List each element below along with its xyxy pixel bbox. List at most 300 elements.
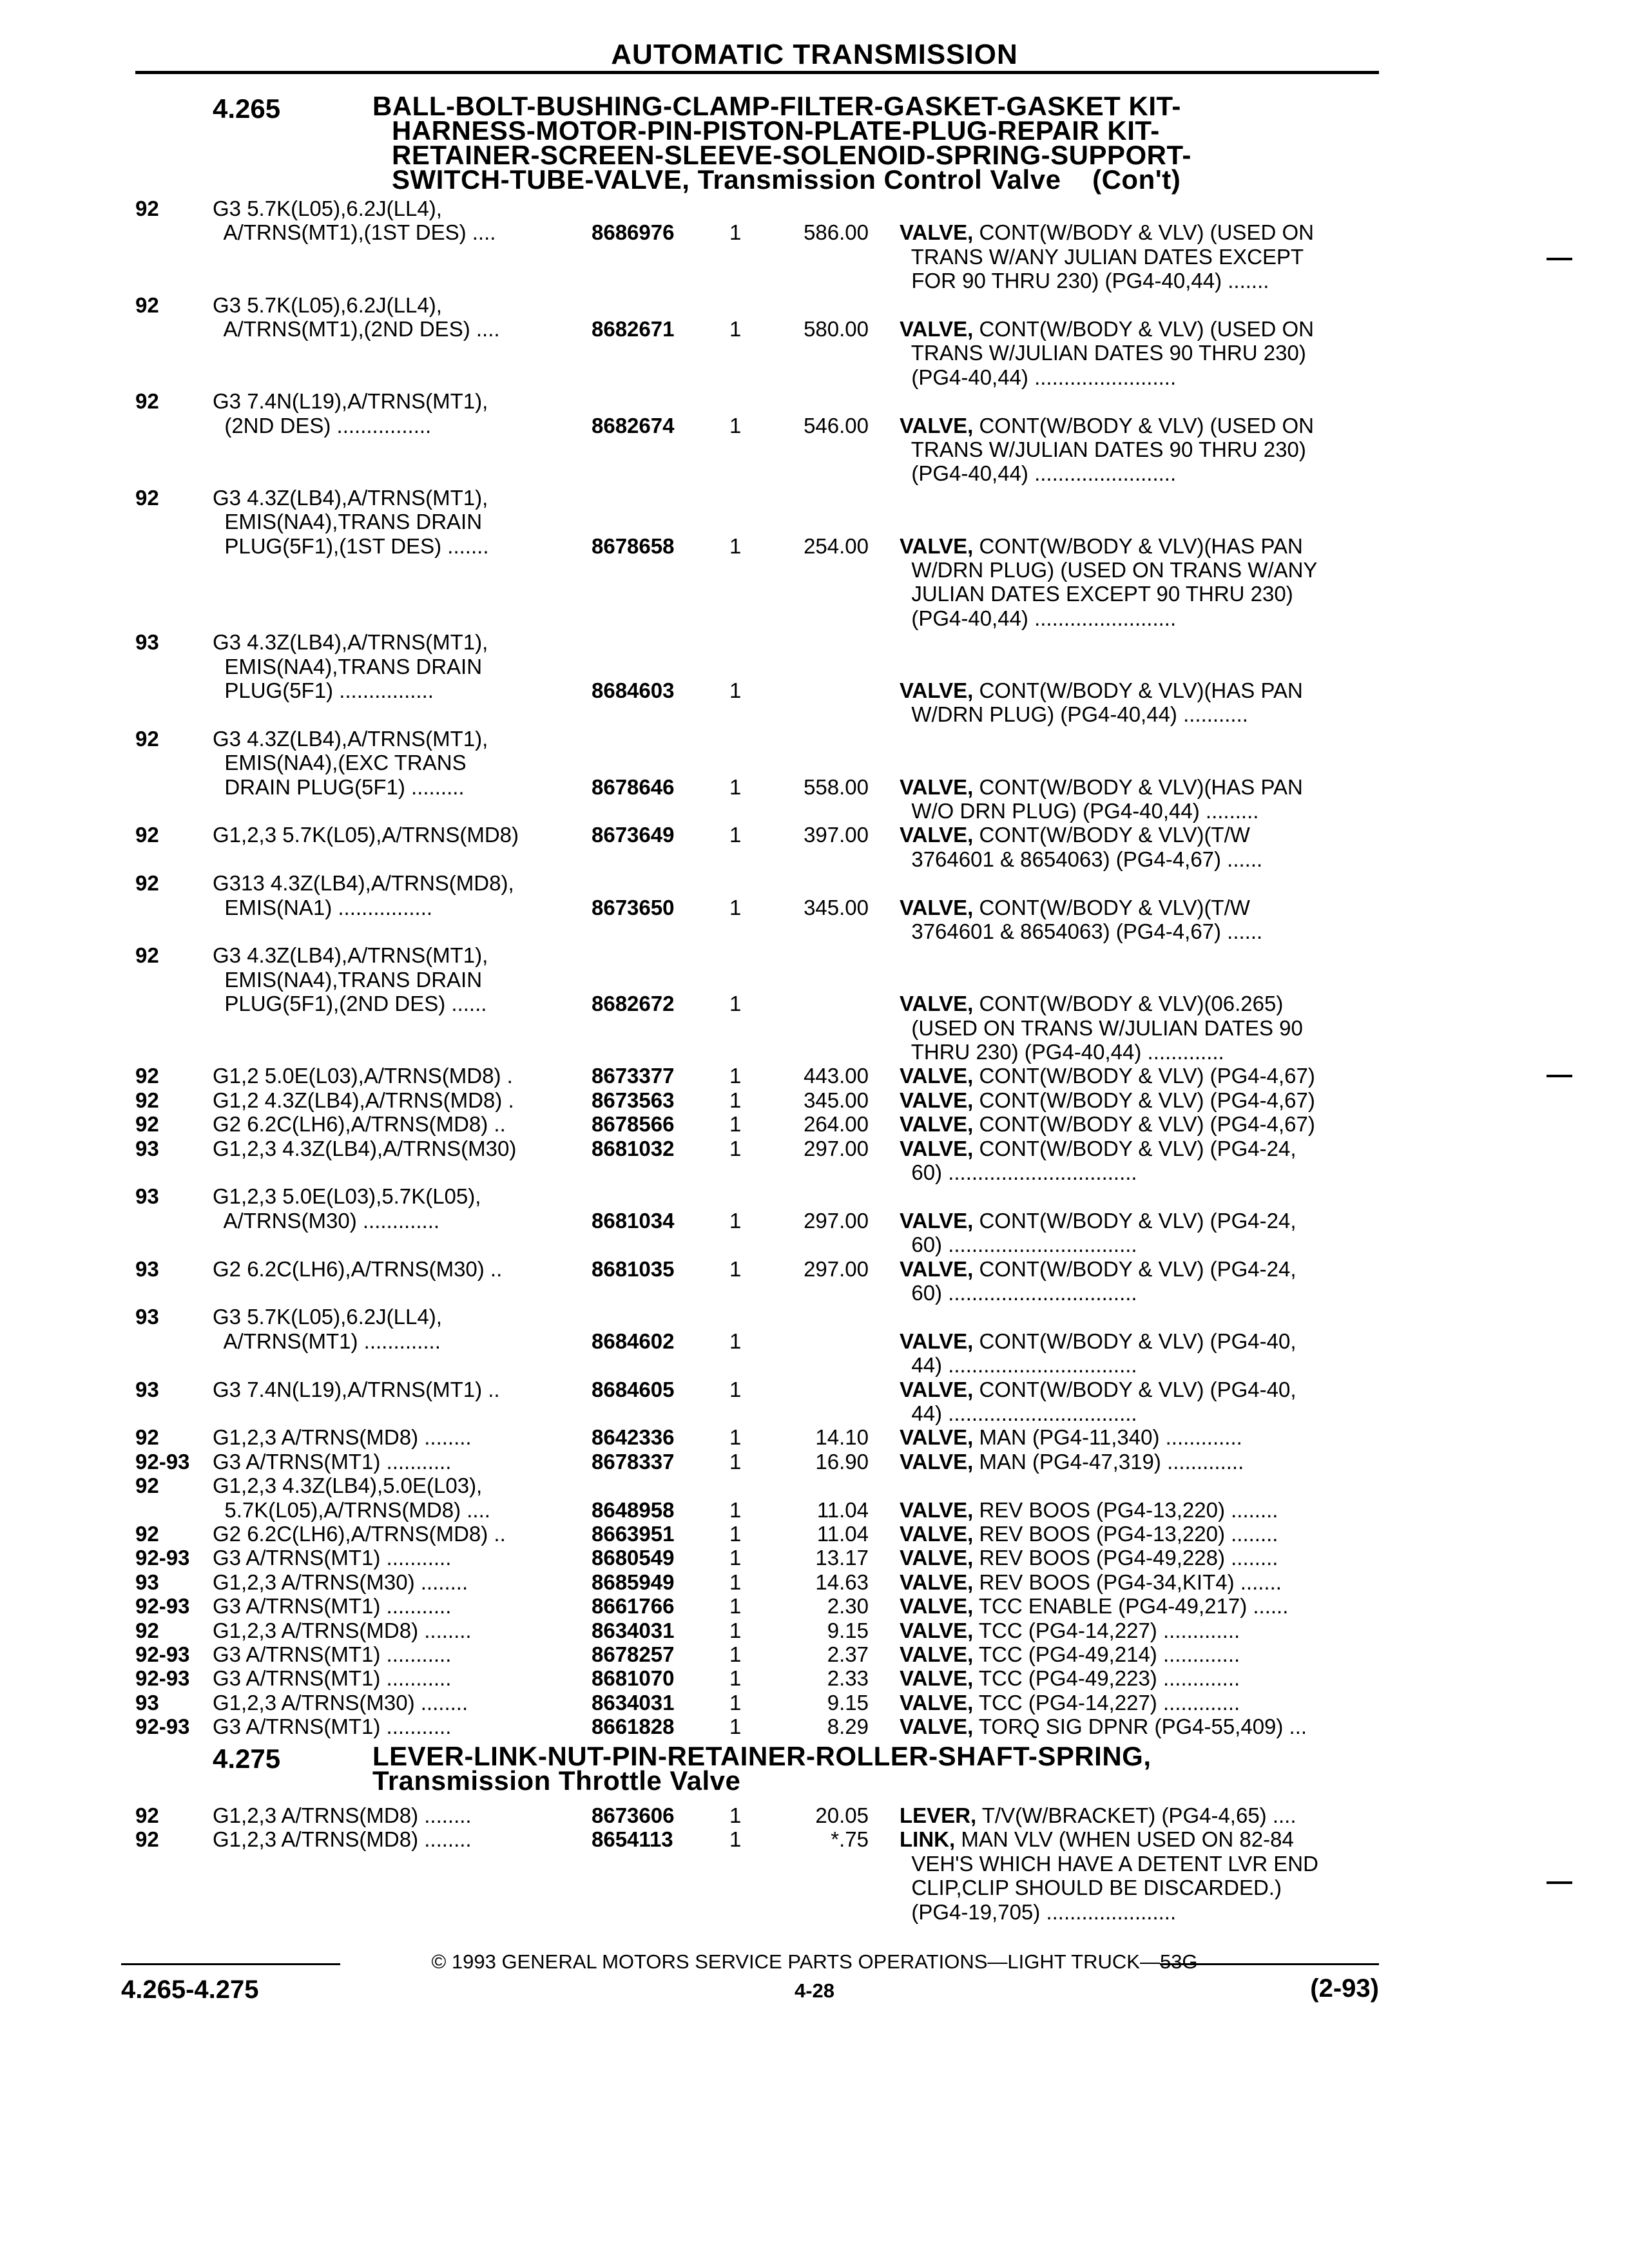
description-text: 60) ................................: [900, 1233, 1137, 1257]
description-text: VEH'S WHICH HAVE A DETENT LVR END: [900, 1851, 1318, 1876]
part-number: 8634031: [592, 1690, 675, 1715]
application: G3 A/TRNS(MT1) ...........: [213, 1546, 452, 1570]
parts-entry-row: [0, 1209, 1629, 1233]
model-year: 92: [135, 389, 159, 414]
price: 8.29: [827, 1715, 869, 1739]
part-number: 8684602: [592, 1329, 675, 1353]
description-text: CONT(W/BODY & VLV) (PG4-40,: [973, 1329, 1296, 1353]
description: [900, 848, 1262, 871]
description-keyword: VALVE,: [900, 1136, 974, 1160]
continuation-row: [0, 920, 1629, 943]
application: G3 7.4N(L19),A/TRNS(MT1) ..: [213, 1377, 500, 1401]
part-number: 8648958: [592, 1497, 675, 1522]
parts-entry-row: [0, 1113, 1629, 1136]
continuation-row: [0, 848, 1629, 871]
continuation-row: [0, 1282, 1629, 1305]
part-number: 8681070: [592, 1666, 675, 1691]
description: [900, 1619, 1240, 1642]
parts-entry-row: [0, 1571, 1629, 1594]
application: G3 A/TRNS(MT1) ...........: [213, 1594, 452, 1619]
description-text: REV BOOS (PG4-13,220) ........: [973, 1497, 1278, 1522]
description: [900, 1378, 1296, 1401]
model-year: 92: [135, 1803, 159, 1827]
description: [900, 1691, 1240, 1715]
part-number: 8678646: [592, 774, 675, 799]
description-text: CONT(W/BODY & VLV) (USED ON: [973, 220, 1314, 245]
model-year: 93: [135, 630, 159, 655]
description-text: 44) ................................: [900, 1401, 1137, 1425]
description: [900, 1667, 1240, 1690]
application: G1,2,3 A/TRNS(MD8) ........: [213, 1803, 472, 1827]
application: G1,2,3 5.7K(L05),A/TRNS(MD8): [213, 823, 519, 847]
parts-entry-row: [0, 1667, 1629, 1690]
description: [900, 1161, 1137, 1184]
application: EMIS(NA4),TRANS DRAIN: [213, 967, 483, 992]
continuation-row: [0, 631, 1629, 654]
description-keyword: LINK,: [900, 1827, 956, 1852]
part-number: 8678566: [592, 1112, 675, 1137]
description: [900, 559, 1317, 582]
description: [900, 823, 1250, 847]
description-keyword: VALVE,: [900, 1546, 974, 1570]
description-text: REV BOOS (PG4-49,228) ........: [973, 1546, 1278, 1570]
price: 345.00: [804, 895, 869, 919]
description: [900, 679, 1303, 702]
quantity: 1: [729, 678, 742, 702]
description-text: CONT(W/BODY & VLV) (PG4-24,: [973, 1208, 1296, 1233]
description: [900, 776, 1303, 799]
description-text: TRANS W/JULIAN DATES 90 THRU 230): [900, 341, 1306, 365]
application: EMIS(NA4),TRANS DRAIN: [213, 510, 483, 534]
price: 546.00: [804, 413, 869, 437]
footer-page-number: 4-28: [794, 1979, 835, 2002]
description: [900, 1041, 1224, 1064]
description-text: CONT(W/BODY & VLV)(06.265): [973, 992, 1284, 1016]
description: [900, 1595, 1288, 1618]
continuation-row: [0, 1901, 1629, 1924]
description-text: TCC (PG4-14,227) .............: [973, 1618, 1240, 1642]
quantity: 1: [729, 1690, 742, 1715]
description: [900, 1089, 1315, 1112]
description-text: CONT(W/BODY & VLV) (PG4-40,: [973, 1377, 1296, 1401]
application: G1,2 4.3Z(LB4),A/TRNS(MD8) .: [213, 1088, 514, 1112]
parts-entry-row: [0, 1064, 1629, 1088]
continuation-row: [0, 294, 1629, 317]
quantity: 1: [729, 1064, 742, 1088]
change-mark: [1547, 1075, 1572, 1077]
parts-entry-row: [0, 1450, 1629, 1474]
price: 345.00: [804, 1088, 869, 1112]
description-text: TCC ENABLE (PG4-49,217) ......: [973, 1594, 1289, 1619]
footer-copyright: © 1993 GENERAL MOTORS SERVICE PARTS OPERATIONS—LIGHT TRUCK—53G: [431, 1950, 1198, 1973]
parts-entry-row: [0, 1137, 1629, 1160]
description-keyword: VALVE,: [900, 1690, 974, 1715]
description: [900, 414, 1314, 437]
description: [900, 1571, 1282, 1594]
part-number: 8680549: [592, 1546, 675, 1570]
price: 9.15: [827, 1690, 869, 1715]
quantity: 1: [729, 533, 742, 558]
description: [900, 462, 1176, 485]
part-number: 8673649: [592, 823, 675, 847]
price: 397.00: [804, 823, 869, 847]
parts-entry-row: [0, 221, 1629, 244]
part-number: 8634031: [592, 1618, 675, 1642]
continuation-row: [0, 462, 1629, 485]
description-text: CONT(W/BODY & VLV)(T/W: [973, 823, 1250, 847]
description-keyword: VALVE,: [900, 1570, 974, 1594]
continuation-row: [0, 486, 1629, 510]
continuation-row: [0, 968, 1629, 992]
description-text: (USED ON TRANS W/JULIAN DATES 90: [900, 1015, 1303, 1040]
description-text: CONT(W/BODY & VLV)(HAS PAN: [973, 533, 1303, 558]
description-keyword: VALVE,: [900, 1064, 974, 1088]
section-title-line: RETAINER-SCREEN-SLEEVE-SOLENOID-SPRING-SUPPORT-: [392, 140, 1191, 170]
section-4275-title: [372, 1741, 1152, 1796]
price: 580.00: [804, 317, 869, 341]
part-number: 8642336: [592, 1425, 675, 1450]
price: 11.04: [816, 1497, 869, 1522]
model-year: 93: [135, 1256, 159, 1281]
model-year: 92-93: [135, 1642, 190, 1666]
model-year: 92-93: [135, 1666, 190, 1691]
quantity: 1: [729, 1618, 742, 1642]
description: [900, 438, 1306, 461]
quantity: 1: [729, 1827, 742, 1852]
model-year: 92: [135, 1522, 159, 1546]
quantity: 1: [729, 1666, 742, 1691]
description-text: TCC (PG4-49,223) .............: [973, 1666, 1240, 1691]
description: [900, 1546, 1278, 1570]
quantity: 1: [729, 774, 742, 799]
quantity: 1: [729, 1425, 742, 1450]
parts-entry-row: [0, 1089, 1629, 1112]
description-keyword: VALVE,: [900, 1642, 974, 1666]
description-text: TRANS W/ANY JULIAN DATES EXCEPT: [900, 244, 1304, 269]
quantity: 1: [729, 992, 742, 1016]
part-number: 8681032: [592, 1136, 675, 1160]
continuation-row: [0, 800, 1629, 823]
description-text: MAN (PG4-47,319) .............: [973, 1449, 1244, 1474]
continuation-row: [0, 1876, 1629, 1899]
description: [900, 800, 1258, 823]
description-text: CONT(W/BODY & VLV) (USED ON: [973, 317, 1314, 341]
application: 5.7K(L05),A/TRNS(MD8) ....: [213, 1497, 490, 1522]
part-number: 8685949: [592, 1570, 675, 1594]
description-text: TCC (PG4-14,227) .............: [973, 1690, 1240, 1715]
change-mark: [1547, 258, 1572, 260]
price: 16.90: [815, 1449, 869, 1474]
continuation-row: [0, 751, 1629, 774]
price: 297.00: [804, 1136, 869, 1160]
parts-entry-row: [0, 679, 1629, 702]
quantity: 1: [729, 220, 742, 245]
parts-entry-row: [0, 1595, 1629, 1618]
part-number: 8682671: [592, 317, 675, 341]
description: [900, 1209, 1296, 1233]
description: [900, 1901, 1176, 1924]
application: A/TRNS(MT1),(1ST DES) ....: [213, 220, 496, 245]
parts-entry-row: [0, 1499, 1629, 1522]
part-number: 8673563: [592, 1088, 675, 1112]
model-year: 93: [135, 1184, 159, 1209]
continuation-row: [0, 1305, 1629, 1329]
description-keyword: VALVE,: [900, 895, 974, 919]
description: [900, 221, 1314, 244]
application: A/TRNS(MT1),(2ND DES) ....: [213, 317, 500, 341]
parts-entry-row: [0, 1426, 1629, 1449]
section-title-line: [372, 164, 1191, 195]
price: *.75: [831, 1827, 869, 1852]
application: EMIS(NA1) ................: [213, 895, 433, 919]
section-4275-number: 4.275: [213, 1744, 281, 1774]
application: G3 5.7K(L05),6.2J(LL4),: [213, 1305, 442, 1329]
parts-entry-row: [0, 1258, 1629, 1281]
description-keyword: VALVE,: [900, 1666, 974, 1691]
continuation-row: [0, 1017, 1629, 1040]
quantity: 1: [729, 823, 742, 847]
continuation-row: [0, 390, 1629, 413]
part-number: 8682672: [592, 992, 675, 1016]
continuation-row: [0, 607, 1629, 630]
description: [900, 1828, 1294, 1851]
model-year: 92: [135, 1618, 159, 1642]
description: [900, 341, 1306, 365]
description-keyword: VALVE,: [900, 533, 974, 558]
application: G3 A/TRNS(MT1) ...........: [213, 1666, 452, 1691]
description-keyword: VALVE,: [900, 1256, 974, 1281]
description: [900, 245, 1304, 269]
application: EMIS(NA4),TRANS DRAIN: [213, 654, 483, 678]
price: 254.00: [804, 533, 869, 558]
section-title-bold: SWITCH-TUBE-VALVE,: [392, 164, 690, 195]
section-4265-title: [372, 91, 1191, 195]
application: G313 4.3Z(LB4),A/TRNS(MD8),: [213, 871, 514, 896]
parts-entry-row: [0, 992, 1629, 1015]
part-number: 8681034: [592, 1208, 675, 1233]
application: G3 A/TRNS(MT1) ...........: [213, 1715, 452, 1739]
section-title-rest: Transmission Control Valve (Con't): [689, 164, 1181, 195]
description: [900, 607, 1176, 630]
price: 297.00: [804, 1208, 869, 1233]
continuation-row: [0, 559, 1629, 582]
description-keyword: VALVE,: [900, 1594, 974, 1619]
quantity: 1: [729, 1112, 742, 1137]
description-text: (PG4-19,705) ......................: [900, 1899, 1177, 1924]
description: [900, 1876, 1282, 1899]
change-mark: [1547, 1881, 1572, 1884]
application: G3 4.3Z(LB4),A/TRNS(MT1),: [213, 630, 488, 655]
quantity: 1: [729, 1377, 742, 1401]
price: 297.00: [804, 1256, 869, 1281]
part-number: 8678257: [592, 1642, 675, 1666]
description-keyword: VALVE,: [900, 220, 974, 245]
description: [900, 1715, 1307, 1738]
model-year: 92: [135, 1064, 159, 1088]
page-title: AUTOMATIC TRANSMISSION: [611, 39, 1018, 70]
model-year: 92: [135, 1088, 159, 1112]
description-text: MAN (PG4-11,340) .............: [973, 1425, 1242, 1450]
description-text: FOR 90 THRU 230) (PG4-40,44) .......: [900, 269, 1269, 293]
part-number: 8661766: [592, 1594, 675, 1619]
application: PLUG(5F1),(2ND DES) ......: [213, 992, 487, 1016]
continuation-row: [0, 944, 1629, 967]
section-title-line: HARNESS-MOTOR-PIN-PISTON-PLATE-PLUG-REPAIR KIT-: [392, 115, 1160, 146]
parts-entry-row: [0, 1619, 1629, 1642]
description-text: REV BOOS (PG4-13,220) ........: [973, 1522, 1278, 1546]
quantity: 1: [729, 1570, 742, 1594]
parts-entry-row: [0, 1691, 1629, 1715]
quantity: 1: [729, 1803, 742, 1827]
description-text: CLIP,CLIP SHOULD BE DISCARDED.): [900, 1876, 1282, 1900]
quantity: 1: [729, 1715, 742, 1739]
part-number: 8661828: [592, 1715, 675, 1739]
price: 11.04: [816, 1522, 869, 1546]
description: [900, 920, 1262, 943]
description-keyword: VALVE,: [900, 992, 974, 1016]
footer-section-range: 4.265-4.275: [121, 1975, 259, 2004]
description: [900, 992, 1283, 1015]
part-number: 8684605: [592, 1377, 675, 1401]
application: G1,2,3 A/TRNS(M30) ........: [213, 1690, 468, 1715]
description-keyword: LEVER,: [900, 1803, 977, 1827]
description-text: THRU 230) (PG4-40,44) .............: [900, 1040, 1224, 1064]
description: [900, 1804, 1296, 1827]
description: [900, 1450, 1244, 1474]
model-year: 92: [135, 1827, 159, 1852]
description-keyword: VALVE,: [900, 1377, 974, 1401]
description: [900, 269, 1269, 293]
application: G1,2,3 5.0E(L03),5.7K(L05),: [213, 1184, 481, 1209]
application: PLUG(5F1),(1ST DES) .......: [213, 533, 489, 558]
top-rule: [135, 71, 1379, 74]
quantity: 1: [729, 1594, 742, 1619]
application: G3 7.4N(L19),A/TRNS(MT1),: [213, 389, 488, 414]
description-keyword: VALVE,: [900, 1208, 974, 1233]
description-keyword: VALVE,: [900, 1618, 974, 1642]
part-number: 8684603: [592, 678, 675, 702]
model-year: 92-93: [135, 1715, 190, 1739]
description-text: W/DRN PLUG) (PG4-40,44) ...........: [900, 702, 1248, 727]
section-title-line: BALL-BOLT-BUSHING-CLAMP-FILTER-GASKET-GASKET KIT-: [372, 91, 1181, 121]
model-year: 93: [135, 1377, 159, 1401]
continuation-row: [0, 1402, 1629, 1425]
description: [900, 1113, 1315, 1136]
parts-entry-row: [0, 823, 1629, 847]
price: 9.15: [827, 1618, 869, 1642]
model-year: 92: [135, 485, 159, 510]
part-number: 8654113: [592, 1827, 673, 1852]
price: 13.17: [815, 1546, 869, 1570]
parts-entry-row: [0, 414, 1629, 437]
application: G2 6.2C(LH6),A/TRNS(MD8) ..: [213, 1522, 506, 1546]
price: 2.30: [827, 1594, 869, 1619]
application: EMIS(NA4),(EXC TRANS: [213, 751, 467, 775]
description: [900, 1852, 1318, 1876]
continuation-row: [0, 1161, 1629, 1184]
parts-entry-row: [0, 1828, 1629, 1851]
description: [900, 1426, 1242, 1449]
continuation-row: [0, 197, 1629, 220]
application: A/TRNS(M30) .............: [213, 1208, 440, 1233]
description-text: 3764601 & 8654063) (PG4-4,67) ......: [900, 919, 1263, 943]
price: 20.05: [815, 1803, 869, 1827]
model-year: 92: [135, 197, 159, 220]
application: G2 6.2C(LH6),A/TRNS(MD8) ..: [213, 1112, 506, 1137]
continuation-row: [0, 703, 1629, 726]
model-year: 92: [135, 943, 159, 968]
application: G1,2,3 4.3Z(LB4),5.0E(L03),: [213, 1474, 483, 1498]
continuation-row: [0, 438, 1629, 461]
model-year: 92-93: [135, 1594, 190, 1619]
description: [900, 1017, 1303, 1040]
model-year: 93: [135, 1136, 159, 1160]
description-text: T/V(W/BRACKET) (PG4-4,65) ....: [976, 1803, 1296, 1827]
description-text: CONT(W/BODY & VLV) (PG4-24,: [973, 1136, 1296, 1160]
continuation-row: [0, 510, 1629, 533]
quantity: 1: [729, 1256, 742, 1281]
continuation-row: [0, 582, 1629, 606]
quantity: 1: [729, 1642, 742, 1666]
description: [900, 1523, 1278, 1546]
description: [900, 366, 1176, 389]
model-year: 92: [135, 1112, 159, 1137]
description-text: TCC (PG4-49,214) .............: [973, 1642, 1240, 1666]
application: (2ND DES) ................: [213, 413, 432, 437]
description-text: (PG4-40,44) ........................: [900, 606, 1177, 630]
description: [900, 1137, 1296, 1160]
continuation-row: [0, 341, 1629, 365]
description-text: JULIAN DATES EXCEPT 90 THRU 230): [900, 582, 1293, 606]
application: G1,2,3 A/TRNS(MD8) ........: [213, 1618, 472, 1642]
description-keyword: VALVE,: [900, 678, 974, 702]
price: 264.00: [804, 1112, 869, 1137]
model-year: 92-93: [135, 1546, 190, 1570]
quantity: 1: [729, 895, 742, 919]
price: 14.10: [815, 1425, 869, 1450]
parts-entry-row: [0, 1715, 1629, 1738]
section-title-line: LEVER-LINK-NUT-PIN-RETAINER-ROLLER-SHAFT-SPRING,: [372, 1741, 1152, 1771]
description-keyword: VALVE,: [900, 1497, 974, 1522]
part-number: 8678337: [592, 1449, 675, 1474]
description-keyword: VALVE,: [900, 1329, 974, 1353]
footer-revision: (2-93): [1310, 1974, 1379, 2003]
description-text: 60) ................................: [900, 1281, 1137, 1305]
continuation-row: [0, 1474, 1629, 1497]
application: G1,2,3 A/TRNS(MD8) ........: [213, 1425, 472, 1450]
model-year: 93: [135, 1305, 159, 1329]
description: [900, 1499, 1278, 1522]
description-keyword: VALVE,: [900, 774, 974, 799]
quantity: 1: [729, 1088, 742, 1112]
application: G3 5.7K(L05),6.2J(LL4),: [213, 197, 442, 220]
continuation-row: [0, 655, 1629, 678]
quantity: 1: [729, 1522, 742, 1546]
parts-entry-row: [0, 1643, 1629, 1666]
parts-entry-row: [0, 535, 1629, 558]
continuation-row: [0, 872, 1629, 895]
parts-entry-row: [0, 318, 1629, 341]
parts-entry-row: [0, 1804, 1629, 1827]
description-keyword: VALVE,: [900, 317, 974, 341]
description-text: CONT(W/BODY & VLV) (PG4-4,67): [973, 1064, 1315, 1088]
model-year: 92: [135, 726, 159, 751]
parts-entry-row: [0, 1378, 1629, 1401]
application: PLUG(5F1) ................: [213, 678, 434, 702]
price: 558.00: [804, 774, 869, 799]
price: 2.33: [827, 1666, 869, 1691]
part-number: 8663951: [592, 1522, 675, 1546]
